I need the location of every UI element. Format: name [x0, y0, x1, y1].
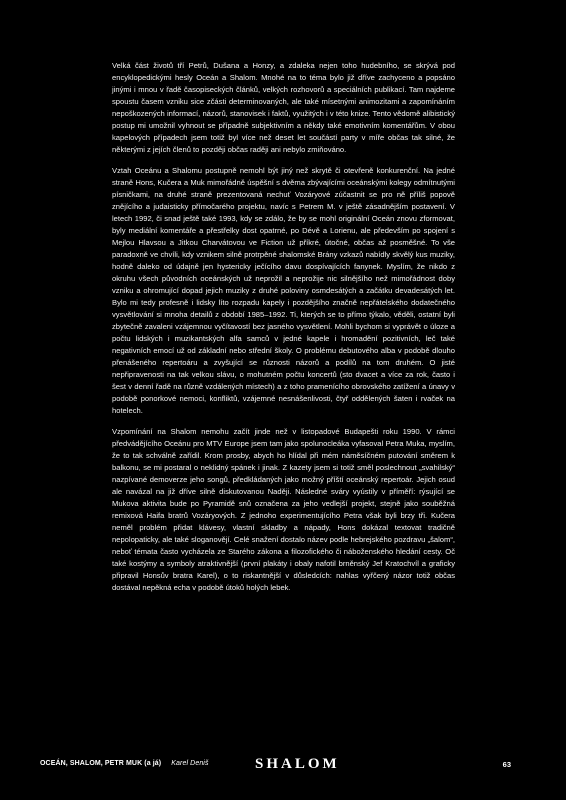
running-footer	[40, 760, 209, 767]
page-footer	[0, 756, 566, 776]
shalom-logo: SHALOM	[255, 756, 340, 772]
paragraph-3: Vzpomínání na Shalom nemohu začít jinde než v listopadové Budapešti roku 1990. V rámci předvádějícího Oceánu pro MTV Europe jsem tam jako spolunocleáka vyfasoval Petra Muka, myslím, že to tak schválně zařídil. Krom prosby, abych ho hlídal při mém náměsíčném putování směrem k balkonu, se mi postaral o neklidný spánek i jinak. Z kazety jsem si totiž směl poslechnout „svahilský“ nazpívané demoverze jeho songů, předkládaných jako možný příští oceánský repertoár. Jejich osud ale navázal na již dříve silně diskutovanou Naději. Následné sváry vyústily v příměří: rýsující se Mukova aktivita bude po Pyramidě snů označena za jeho vedlejší projekt, stejně jako souběžná remixová Haifa bratrů Vozáryových. Z jednoho experimentujícího Petra však byli brzy tři. Kučera neměl problém přidat klávesy, vlastní skladby a nápady, Hons dokázal textovat tradičně nepolopaticky, ale také sloganovějí. Celé snažení dostalo název podle hebrejského pozdravu „šalom“, neboť témata často vycházela ze Starého zákona a filozofického či náboženského hledání cesty. Oč také kostýmy a symboly atraktivnější (první plakáty i obaly nafotil brněnský Jef Kratochvíl a graficky připravil Honsův bratra Karel), o to riskantnější v důsledcích: nahlas vyřčený názor totiž občas dostával nepěkná echa v podobě útoků holých lebek.	[112, 427, 455, 592]
section-title: OCEÁN, SHALOM, PETR MUK (a já)	[40, 760, 162, 767]
body-text	[112, 60, 455, 603]
paragraph-1: Velká část životů tří Petrů, Dušana a Honzy, a zdaleka nejen toho hudebního, se skrývá pod encyklopedickými hesly Oceán a Shalom. Mnohé na to téma bylo již dříve zachyceno a popsáno jinými i mnou v řadě časopiseckých článků, velkých rozhovorů a speciálních publikací. Tam najdeme spoustu časem vzniku sice zčásti determinovaných, ale také mísetnými animozitami a zapomínáním nepoškozených informací, názorů, stanovisek i faktů, využitých i v této knize. Tento vědomě alibistický postup mi umožnil vyhnout se případně subjektivním a někdy také emotivním komentářům. V obou kapelových případech jsem totiž byl více než deset let součástí party v míře občas tak silné, že některými z jejích členů to později občas raději ani nebylo zmiňováno.	[112, 61, 455, 154]
author-name: Karel Deniš	[171, 760, 209, 767]
paragraph-2: Vztah Oceánu a Shalomu postupně nemohl být jiný než skrytě či otevřeně konkurenční. Na jedné straně Hons, Kučera a Muk mimořádně úspěšní s dvěma zbývajícími oceánskými kolegy odmítnutými písničkami, na druhé straně prezentovaná nechuť Vozáryové zúčastnit se pro ně příliš popově znějícího a judaisticky přímočarého projektu, navíc s Petrem M. v ještě zásadnějším postavení. V letech 1992, či snad ještě také 1993, kdy se zdálo, že by se mohl originální Oceán znovu zformovat, byly mediální komentáře a přestřelky dost opatrné, po Dévě a Lorienu, ale především po spojení s Mejlou Hlavsou a Jitkou Charvátovou ve Fiction už příkré, útočné, občas až posměšné. To vše paradoxně ve chvíli, kdy vznikem silně protrpěné shalomské Brány vzkazů nabídly skvělý kus muziky, hodně daleko od údajně jen hystericky ječícího davu dospívajících fanynek. Myslím, že nikdo z okruhu všech původních oceánských už neprožil a neprožije nic silnějšího než mimořádnost doby vzniku a ohromující dopad jejich muziky z druhé poloviny osmdesátých a začátku devadesátých let. Bylo mi tedy profesně i lidsky líto rozpadu kapely i pozdějšího značně nepřátelského dodatečného vysvětlování si mnoha detailů z období 1985–1992. Ti, kterých se to přímo týkalo, věděli, ostatní byli zbytečně zavaleni vzájemnou vyčítavostí bez jasného vysvětlení. Mohli bychom si vyprávět o úloze a počtu lidských i muzikantských alfa samců v jedné kapele i hromadění pozitivních, leč také negativních emocí už od základní nebo střední školy. O problému debutového alba v podobě dlouho přenášeného repertoáru a zvyšující se různosti názorů a podílů na tom druhém. O jisté nepřipravenosti na tak velkou slávu, o mohutném počtu koncertů (sto dvacet a více za rok, často i šest v denní řadě na různě vzdálených místech) a z toho pramenícího obrovského zatížení a únavy v podobě ponorkové nemoci, konfliktů, vzájemné nesnášenlivosti, čtyř oddělených šaten i rvaček na hotelech.	[112, 166, 455, 415]
page-number: 63	[502, 760, 511, 769]
